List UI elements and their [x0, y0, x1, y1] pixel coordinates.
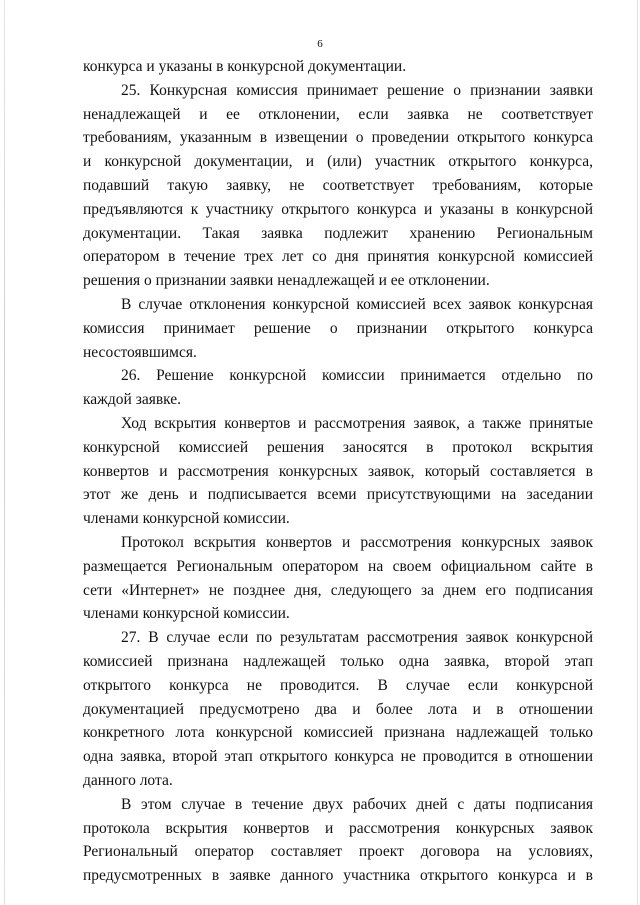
text-line: В этом случае в течение двух рабочих дней с даты подписания	[121, 795, 593, 813]
text-line: требованиям, указанным в извещении о проведении открытого конкурса	[83, 129, 593, 147]
text-line: Региональный оператор составляет проект договора на условиях,	[83, 843, 593, 861]
text-line: открытого конкурса не проводится. В случае если конкурсной	[83, 676, 593, 694]
text-line: документацией предусмотрено два и более лота и в отношении	[83, 700, 593, 718]
text-line: этот же день и подписывается всеми присутствующими на заседании	[83, 486, 593, 504]
text-line: членами конкурсной комиссии.	[83, 510, 290, 528]
text-line: 25. Конкурсная комиссия принимает решение о признании заявки	[121, 81, 593, 99]
text-line: конкурса и указаны в конкурсной документации.	[83, 58, 407, 75]
text-line: подавший такую заявку, не соответствует требованиям, которые	[83, 176, 593, 194]
scan-edge-right	[637, 0, 638, 905]
text-line: конвертов и рассмотрения конкурсных заявок, который составляется в	[83, 462, 593, 480]
text-line: оператором в течение трех лет со дня принятия конкурсной комиссией	[83, 248, 593, 266]
body-text	[83, 55, 593, 888]
text-line: одна заявка, второй этап открытого конкурса не проводится в отношении	[83, 748, 593, 766]
text-line: Ход вскрытия конвертов и рассмотрения заявок, а также принятые	[121, 414, 593, 432]
text-line: предъявляются к участнику открытого конкурса и указаны в конкурсной	[83, 200, 593, 218]
text-line: и конкурсной документации, и (или) участник открытого конкурса,	[83, 153, 593, 171]
text-line: 27. В случае если по результатам рассмотрения заявок конкурсной	[121, 629, 593, 647]
text-line: данного лота.	[83, 771, 173, 789]
text-line: несостоявшимся.	[83, 343, 197, 361]
text-line: решения о признании заявки ненадлежащей и ее отклонении.	[83, 272, 490, 290]
scan-edge-left	[4, 0, 5, 905]
text-line: 26. Решение конкурсной комиссии принимается отдельно по	[121, 367, 593, 385]
text-line: комиссия принимает решение о признании открытого конкурса	[83, 319, 593, 337]
text-line: членами конкурсной комиссии.	[83, 605, 290, 623]
page-number: 6	[317, 38, 323, 50]
text-line: конкурсной комиссией решения заносятся в протокол вскрытия	[83, 438, 593, 456]
text-line: комиссией признана надлежащей только одна заявка, второй этап	[83, 652, 593, 670]
text-line: документации. Такая заявка подлежит хранению Региональным	[83, 224, 593, 242]
text-line: конкретного лота конкурсной комиссией признана надлежащей только	[83, 724, 593, 742]
text-line: предусмотренных в заявке данного участника открытого конкурса и в	[83, 867, 593, 885]
text-line: каждой заявке.	[83, 391, 182, 409]
text-line: протокола вскрытия конвертов и рассмотрения конкурсных заявок	[83, 819, 593, 837]
text-line: размещается Региональным оператором на своем официальном сайте в	[83, 557, 593, 575]
text-line: сети «Интернет» не позднее дня, следующего за днем его подписания	[83, 581, 593, 599]
text-line: Протокол вскрытия конвертов и рассмотрения конкурсных заявок	[121, 533, 593, 551]
text-line: ненадлежащей и ее отклонении, если заявка не соответствует	[83, 105, 593, 123]
text-line: В случае отклонения конкурсной комиссией всех заявок конкурсная	[121, 295, 593, 313]
